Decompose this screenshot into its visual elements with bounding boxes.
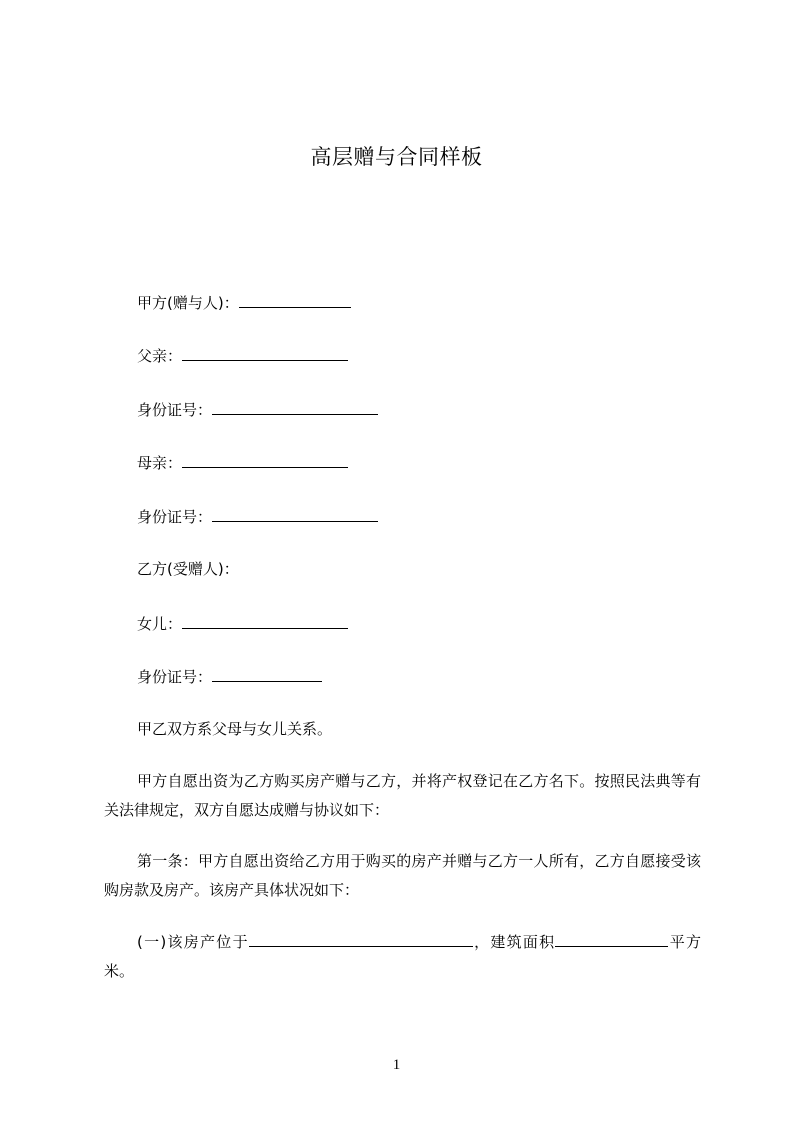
id-number-label-1: 身份证号：	[137, 401, 213, 419]
item-1-suffix: 平方米。	[104, 933, 701, 980]
father-blank	[182, 345, 348, 361]
id-number-blank-1	[212, 399, 378, 415]
item-1-prefix: (一)该房产位于	[137, 933, 249, 951]
mother-line	[137, 452, 348, 473]
party-a-line	[137, 292, 351, 313]
daughter-line	[137, 613, 348, 634]
page-number: 1	[392, 1057, 401, 1073]
id-number-label-3: 身份证号：	[137, 668, 213, 686]
party-a-label: 甲方(赠与人)：	[137, 294, 239, 312]
mother-blank	[182, 452, 348, 468]
id-number-line-2	[137, 506, 378, 527]
document-title: 高层赠与合同样板	[310, 145, 483, 169]
party-a-blank	[239, 292, 351, 308]
id-number-label-2: 身份证号：	[137, 508, 213, 526]
intro-paragraph: 甲方自愿出资为乙方购买房产赠与乙方，并将产权登记在乙方名下。按照民法典等有关法律规定，双方自愿达成赠与协议如下：	[104, 772, 701, 819]
father-label: 父亲：	[137, 347, 183, 365]
id-number-blank-2	[212, 506, 378, 522]
id-number-line-1	[137, 399, 378, 420]
party-b-label: 乙方(受赠人)：	[137, 560, 239, 578]
id-number-blank-3	[212, 666, 322, 682]
location-blank	[249, 931, 473, 947]
relation-statement: 甲乙双方系父母与女儿关系。	[137, 720, 333, 738]
item-1-paragraph	[104, 928, 701, 986]
article-1-paragraph: 第一条：甲方自愿出资给乙方用于购买的房产并赠与乙方一人所有，乙方自愿接受该购房款及房产。该房产具体状况如下：	[104, 852, 701, 899]
item-1-middle: ，建筑面积	[472, 933, 556, 951]
father-line	[137, 345, 348, 366]
mother-label: 母亲：	[137, 454, 183, 472]
party-b-line	[137, 559, 239, 579]
area-blank	[555, 931, 668, 947]
daughter-blank	[182, 613, 348, 629]
id-number-line-3	[137, 666, 322, 687]
daughter-label: 女儿：	[137, 615, 183, 633]
